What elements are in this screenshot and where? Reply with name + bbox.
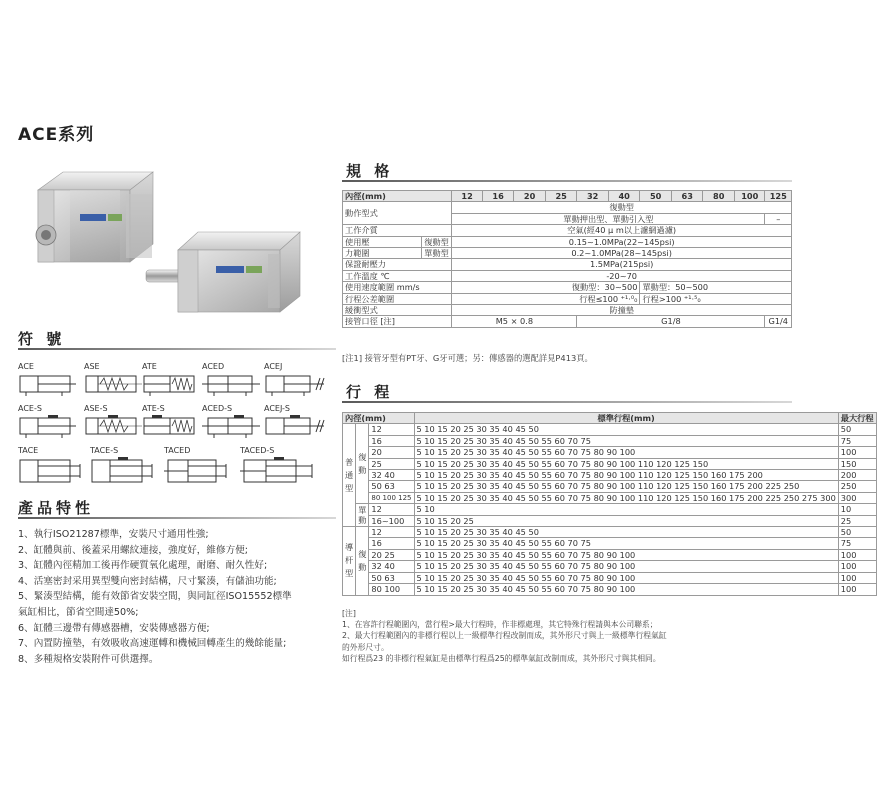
symbol-taced-s: TACED-S	[240, 446, 320, 482]
bore-100: 100	[734, 191, 765, 202]
stroke-notes	[342, 608, 792, 664]
section-title-stroke: 行 程	[346, 383, 394, 401]
bore-63: 63	[671, 191, 703, 202]
stroke-bore: 16	[369, 435, 414, 446]
spec-label-pressure-2: 力範圍	[343, 248, 422, 259]
stroke-row	[343, 470, 877, 481]
spec-port-b: G1/8	[577, 316, 765, 327]
feature-item: 2、缸體與前、後蓋采用螺紋連接，強度好，維修方便;	[18, 544, 248, 556]
bore-125: 125	[765, 191, 792, 202]
section-divider	[342, 180, 792, 182]
stroke-std: 5 10 15 20 25 30 35 40 45 50 55 60 70 75 80 90 100	[414, 447, 838, 458]
stroke-max: 100	[838, 447, 876, 458]
spec-tolerance-b: 行程>100 ⁺¹·⁵₀	[640, 293, 792, 304]
stroke-row	[343, 538, 877, 549]
spec-proof-value: 1.5MPa(215psi)	[452, 259, 792, 270]
bore-25: 25	[545, 191, 577, 202]
bore-12: 12	[452, 191, 483, 202]
symbol-acej: ACEJ	[264, 362, 326, 398]
spec-label-pressure-1: 使用壓	[343, 236, 422, 247]
stroke-bore: 16~100	[369, 515, 414, 526]
note-line: 1、在容許行程範圍內，當行程>最大行程時，作非標處理，其它特殊行程請與本公司聯系；	[342, 620, 658, 630]
feature-item: 氣缸相比，節省空間達50%;	[18, 606, 139, 618]
symbol-tace-s: TACE-S	[90, 446, 156, 482]
bore-50: 50	[640, 191, 672, 202]
spec-port-c: G1/4	[765, 316, 792, 327]
stroke-bore: 20 25	[369, 549, 414, 560]
symbol-acej-s: ACEJ-S	[264, 404, 326, 440]
stroke-row	[343, 515, 877, 526]
stroke-col-max: 最大行程	[838, 413, 876, 424]
section-divider	[342, 401, 792, 403]
feature-item: 4、活塞密封采用異型雙向密封結構，尺寸緊湊，有儲油功能;	[18, 575, 277, 587]
stroke-row	[343, 584, 877, 595]
stroke-row	[343, 549, 877, 560]
spec-pressure-double: 0.15~1.0MPa(22~145psi)	[452, 236, 792, 247]
feature-item: 5、緊湊型結構，能有效節省安裝空間，與同缸徑ISO15552標準	[18, 591, 292, 603]
stroke-row	[343, 504, 877, 515]
symbol-aced: ACED	[202, 362, 264, 398]
stroke-sub-double: 復 動	[356, 424, 369, 504]
section-title-spec: 規 格	[346, 162, 394, 180]
stroke-max: 10	[838, 504, 876, 515]
product-photo	[18, 150, 338, 315]
stroke-max: 100	[838, 561, 876, 572]
stroke-max: 50	[838, 527, 876, 538]
section-title-symbol: 符 號	[18, 330, 66, 348]
stroke-max: 50	[838, 424, 876, 435]
spec-label-action: 動作型式	[343, 202, 452, 225]
stroke-row	[343, 424, 877, 435]
symbol-ace: ACE	[18, 362, 80, 398]
stroke-max: 250	[838, 481, 876, 492]
spec-action-single: 單動押出型、單動引入型	[452, 213, 765, 224]
stroke-std: 5 10 15 20 25 30 35 40 45 50 55 60 70 75	[414, 435, 838, 446]
feature-item: 6、缸體三邊帶有傳感器槽，安裝傳感器方便;	[18, 622, 210, 634]
stroke-max: 25	[838, 515, 876, 526]
series-title: ACE系列	[18, 125, 95, 145]
bore-40: 40	[608, 191, 640, 202]
stroke-bore: 12	[369, 504, 414, 515]
symbol-ase: ASE	[84, 362, 146, 398]
stroke-bore: 16	[369, 538, 414, 549]
spec-label-port: 接管口徑 [注]	[343, 316, 452, 327]
bore-80: 80	[703, 191, 735, 202]
stroke-max: 100	[838, 572, 876, 583]
stroke-max: 75	[838, 538, 876, 549]
spec-label-speed: 使用速度範圍 mm/s	[343, 282, 452, 293]
stroke-std: 5 10 15 20 25 30 35 40 45 50	[414, 527, 838, 538]
spec-port-a: M5 × 0.8	[452, 316, 577, 327]
symbol-aced-s: ACED-S	[202, 404, 264, 440]
note-line: [注]	[342, 609, 356, 618]
stroke-bore: 32 40	[369, 561, 414, 572]
stroke-std: 5 10 15 20 25 30 35 40 45 50 55 60 70 75 80 90 100 110 120 125 150 160 175 200	[414, 470, 838, 481]
spec-label-cushion: 緩衝型式	[343, 305, 452, 316]
cylinder-2-image	[146, 232, 300, 312]
spec-action-125: –	[765, 213, 792, 224]
spec-label-temp: 工作溫度 ℃	[343, 270, 452, 281]
feature-item: 8、多種規格安裝附件可供選擇。	[18, 653, 159, 665]
stroke-max: 150	[838, 458, 876, 469]
spec-cushion-value: 防撞墊	[452, 305, 792, 316]
feature-item: 1、執行ISO21287標準，安裝尺寸通用性強;	[18, 529, 209, 540]
stroke-std: 5 10 15 20 25 30 35 40 45 50 55 60 70 75 80 90 100	[414, 549, 838, 560]
stroke-std: 5 10 15 20 25 30 35 40 45 50	[414, 424, 838, 435]
section-divider	[18, 348, 336, 350]
stroke-max: 75	[838, 435, 876, 446]
stroke-row	[343, 458, 877, 469]
feature-item: 3、缸體內徑精加工後再作硬質氧化處理，耐磨、耐久性好;	[18, 560, 268, 572]
stroke-row	[343, 492, 877, 503]
stroke-std: 5 10 15 20 25	[414, 515, 838, 526]
stroke-bore: 25	[369, 458, 414, 469]
stroke-bore: 20	[369, 447, 414, 458]
spec-action-double: 復動型	[452, 202, 792, 213]
symbol-ace-s: ACE-S	[18, 404, 80, 440]
note-line: 2、最大行程範圍內的非標行程以上一級標準行程改制而成，其外形尺寸與上一級標準行程氣缸	[342, 631, 667, 641]
spec-note: [注1] 接管牙型有PT牙、G牙可選；另：傳感器的選配詳見P413頁。	[342, 353, 593, 363]
stroke-bore: 80 100	[369, 584, 414, 595]
cylinder-1-image	[36, 172, 153, 262]
spec-header-row	[343, 191, 792, 202]
feature-item: 7、內置防撞墊，有效吸收高速運轉和機械回轉產生的幾餘能量;	[18, 638, 287, 650]
stroke-bore: 12	[369, 527, 414, 538]
note-line: 如行程爲23 的非標行程氣缸是由標準行程爲25的標準氣缸改制而成，其外形尺寸與其相同。	[342, 653, 661, 663]
stroke-table	[342, 412, 877, 596]
bore-20: 20	[514, 191, 546, 202]
stroke-std: 5 10 15 20 25 30 35 40 45 50 55 60 70 75 80 90 100	[414, 584, 838, 595]
spec-label-pressure-double: 復動型	[422, 236, 452, 247]
stroke-row	[343, 481, 877, 492]
stroke-bore: 50 63	[369, 481, 414, 492]
stroke-group-guided: 導 杆 型	[343, 527, 356, 595]
spec-tolerance-a: 行程≤100 ⁺¹·⁰₀	[452, 293, 640, 304]
spec-speed-single: 單動型：50~500	[640, 282, 792, 293]
stroke-max: 200	[838, 470, 876, 481]
stroke-row	[343, 435, 877, 446]
section-divider	[18, 517, 336, 519]
spec-label-proof: 保證耐壓力	[343, 259, 452, 270]
bore-16: 16	[482, 191, 514, 202]
spec-temp-value: -20~70	[452, 270, 792, 281]
stroke-sub-single: 單 動	[356, 504, 369, 527]
symbol-ate-s: ATE-S	[142, 404, 204, 440]
stroke-bore: 32 40	[369, 470, 414, 481]
symbol-ate: ATE	[142, 362, 204, 398]
stroke-col-std: 標準行程(mm)	[414, 413, 838, 424]
stroke-std: 5 10 15 20 25 30 35 40 45 50 55 60 70 75 80 90 100 110 120 125 150 160 175 200 225 250	[414, 481, 838, 492]
spec-label-medium: 工作介質	[343, 225, 452, 236]
stroke-col-bore: 內徑(mm)	[343, 413, 415, 424]
symbol-taced: TACED	[164, 446, 230, 482]
spec-label-tolerance: 行程公差範圍	[343, 293, 452, 304]
note-line: 的外形尺寸。	[342, 642, 389, 652]
stroke-std: 5 10 15 20 25 30 35 40 45 50 55 60 70 75 80 90 100	[414, 572, 838, 583]
stroke-bore: 50 63	[369, 572, 414, 583]
stroke-std: 5 10 15 20 25 30 35 40 45 50 55 60 70 75	[414, 538, 838, 549]
stroke-header-row	[343, 413, 877, 424]
stroke-group-normal: 普 通 型	[343, 424, 356, 527]
spec-table	[342, 190, 792, 328]
stroke-row	[343, 561, 877, 572]
stroke-bore: 80 100 125	[369, 492, 414, 503]
stroke-std: 5 10 15 20 25 30 35 40 45 50 55 60 70 75 80 90 100 110 120 125 150	[414, 458, 838, 469]
stroke-max: 300	[838, 492, 876, 503]
section-title-features: 產品特性	[18, 499, 95, 517]
feature-list	[18, 527, 338, 667]
spec-label-pressure-single: 單動型	[422, 248, 452, 259]
stroke-max: 100	[838, 549, 876, 560]
stroke-std: 5 10 15 20 25 30 35 40 45 50 55 60 70 75 80 90 100	[414, 561, 838, 572]
stroke-std: 5 10	[414, 504, 838, 515]
spec-pressure-single: 0.2~1.0MPa(28~145psi)	[452, 248, 792, 259]
symbol-ase-s: ASE-S	[84, 404, 146, 440]
spec-speed-double: 復動型：30~500	[452, 282, 640, 293]
stroke-max: 100	[838, 584, 876, 595]
stroke-sub-double: 復 動	[356, 527, 369, 595]
spec-header-label: 內徑(mm)	[343, 191, 452, 202]
stroke-std: 5 10 15 20 25 30 35 40 45 50 55 60 70 75 80 90 100 110 120 125 150 160 175 200 225 250 275 300	[414, 492, 838, 503]
bore-32: 32	[577, 191, 609, 202]
stroke-row	[343, 572, 877, 583]
stroke-row	[343, 527, 877, 538]
symbol-grid	[18, 362, 336, 487]
stroke-row	[343, 447, 877, 458]
spec-medium-value: 空氣(經40 μ m以上濾網過濾)	[452, 225, 792, 236]
stroke-bore: 12	[369, 424, 414, 435]
symbol-tace: TACE	[18, 446, 84, 482]
